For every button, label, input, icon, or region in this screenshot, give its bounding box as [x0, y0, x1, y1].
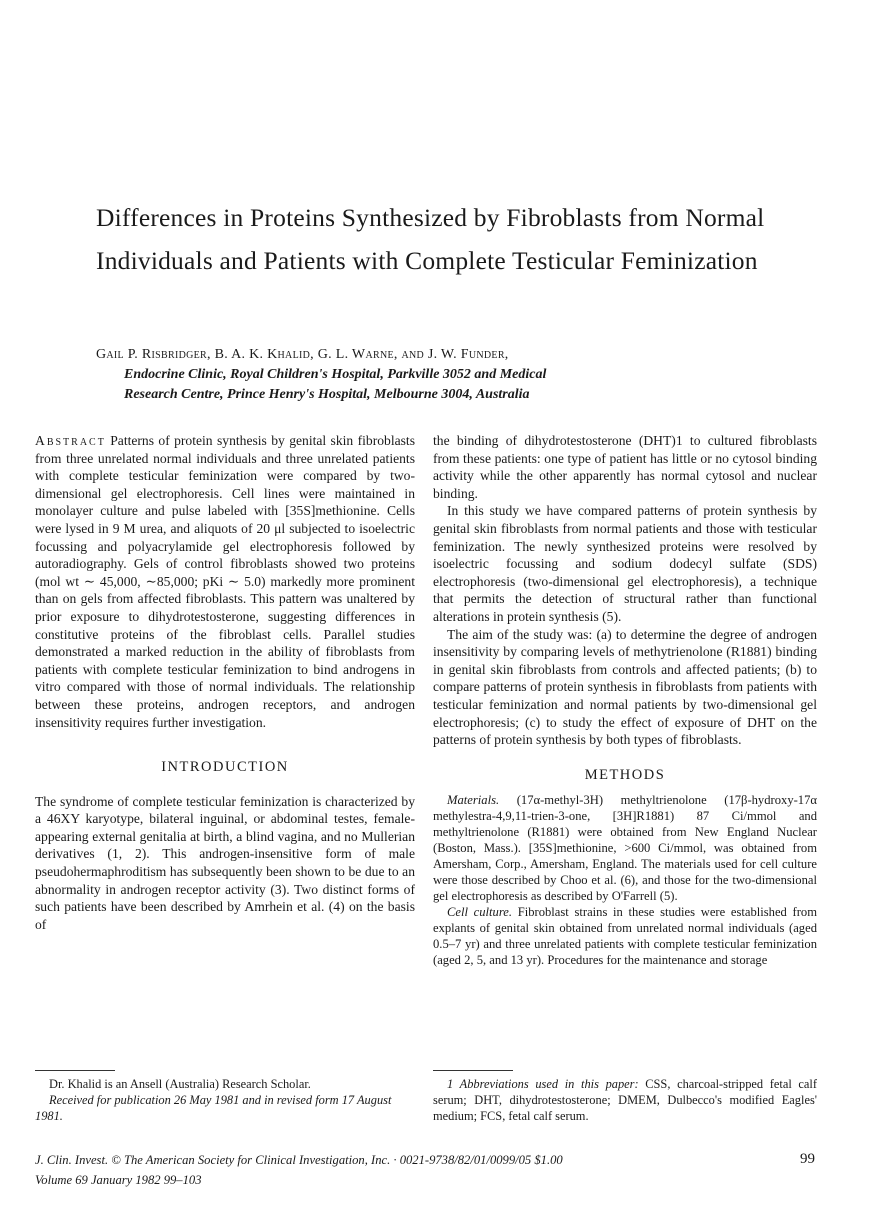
right-column	[433, 432, 817, 968]
affiliation-line-1: Endocrine Clinic, Royal Children's Hospital, Parkville 3052 and Medical	[124, 367, 547, 382]
cell-culture-text: Fibroblast strains in these studies were established from explants of genital skin obtained from unrelated normal individuals (aged 0.5–7 yr) and three unrelated patients with complete testicular feminization (aged 2, 5, and 13 yr). Procedures for the maintenance and storage	[433, 905, 817, 968]
left-column	[35, 432, 415, 933]
journal-citation: J. Clin. Invest. © The American Society for Clinical Investigation, Inc. · 0021-9738/82/01/0099/05 $1.00	[35, 1153, 563, 1167]
footnote-rule-left	[35, 1070, 115, 1071]
volume-info: Volume 69 January 1982 99–103	[35, 1173, 202, 1187]
methods-body	[433, 792, 817, 968]
article-title: Differences in Proteins Synthesized by Fibroblasts from Normal Individuals and Patients with Complete Testicular Feminization	[96, 203, 765, 275]
scholar-note: Dr. Khalid is an Ansell (Australia) Research Scholar.	[49, 1077, 311, 1091]
introduction-heading: INTRODUCTION	[161, 759, 289, 776]
affiliation-line-2: Research Centre, Prince Henry's Hospital, Melbourne 3004, Australia	[124, 387, 530, 402]
right-paragraph-1: the binding of dihydrotestosterone (DHT)1 to cultured fibroblasts from these patients: one type of patient has little or no cytosol binding activity while the other apparently has normal cytosol and nuclear binding.	[433, 433, 817, 501]
materials-label: Materials.	[447, 793, 500, 808]
abstract-label: Abstract	[35, 433, 106, 448]
cell-culture-label: Cell culture.	[447, 905, 513, 920]
abstract	[35, 432, 415, 731]
methods-heading: METHODS	[584, 766, 666, 783]
abbreviations-text: CSS, charcoal-stripped fetal calf serum; DHT, dihydrotestosterone; DMEM, Dulbecco's modified Eagles' medium; FCS, fetal calf serum.	[433, 1077, 817, 1123]
author-names: Gail P. Risbridger, B. A. K. Khalid, G. L. Warne, and J. W. Funder,	[96, 347, 509, 362]
right-paragraph-3: The aim of the study was: (a) to determine the degree of androgen insensitivity by comparing levels of methytrienolone (R1881) binding in genital skin fibroblasts from controls and affected patients; (b) to compare patterns of protein synthesis in fibroblasts from patients with testicular feminization and normal patients by two-dimensional gel electrophoresis; (c) to study the effect of exposure of DHT on the patterns of protein synthesis by both types of fibroblasts.	[433, 626, 817, 748]
received-note: Received for publication 26 May 1981 and in revised form 17 August 1981.	[35, 1093, 392, 1123]
author-block	[96, 345, 546, 405]
abbreviations-label: 1 Abbreviations used in this paper:	[447, 1077, 639, 1091]
right-paragraph-2: In this study we have compared patterns of protein synthesis by genital skin fibroblasts from normal patients and those with testicular feminization. The newly synthesized proteins were resolved by isoelectric focussing and sodium dodecyl sulfate (SDS) electrophoresis (two-dimensional gel electrophoresis), a technique that permits the detection of structural rather than functional alterations in protein synthesis (5).	[433, 503, 817, 624]
abbreviations-footnote	[433, 1076, 817, 1124]
page-number: 99	[800, 1151, 815, 1167]
materials-paragraph	[433, 792, 817, 904]
cell-culture-paragraph	[433, 904, 817, 968]
left-footnotes	[35, 1076, 415, 1124]
introduction-text: The syndrome of complete testicular feminization is characterized by a 46XY karyotype, bilateral inguinal, or abdominal testes, female-appearing external genitalia at birth, a blind vagina, and no Mullerian derivatives (1, 2). This androgen-insensitive form of male pseudohermaphroditism has subsequently been shown to be due to an abnormality in androgen receptor activity (3). Two distinct forms of such patients have been described by Amrhein et al. (4) on the basis of	[35, 793, 415, 932]
abstract-text: Patterns of protein synthesis by genital skin fibroblasts from three unrelated normal individuals and three unrelated patients with complete testicular feminization were compared by two-dimensional gel electrophoresis. Cell lines were maintained in monolayer culture and pulse labeled with [35S]methionine. Cells were lysed in 9 M urea, and aliquots of 20 μl subjected to isoelectric focussing and polyacrylamide gel electrophoresis followed by autoradiography. Gels of control fibroblasts showed two proteins (mol wt ∼ 45,000, ∼85,000; pKi ∼ 5.0) markedly more prominent than on gels from affected fibroblasts. This pattern was unaltered by prior exposure to dihydrotestosterone, suggesting differences in constitutive proteins of the fibroblast cells. Parallel studies demonstrated a marked reduction in the ability of fibroblasts from patients with complete testicular feminization to bind androgens in vitro compared with those of normal individuals. The relationship between these proteins, androgen receptors, and androgen insensitivity requires further investigation.	[35, 433, 415, 730]
footnote-rule-right	[433, 1070, 513, 1071]
materials-text: (17α-methyl-3H) methyltrienolone (17β-hydroxy-17α methylestra-4,9,11-trien-3-one, [3H]R1881) 87 Ci/mmol and methyltrienolone (R1881) were obtained from New England Nuclear (Boston, Mass.). [35S]methionine, >600 Ci/mmol, was obtained from Amersham, Corp., Amersham, England. The materials used for cell culture were those described by Choo et al. (6), and those for the two-dimensional gel electrophoresis as described by O'Farrell (5).	[433, 793, 818, 904]
